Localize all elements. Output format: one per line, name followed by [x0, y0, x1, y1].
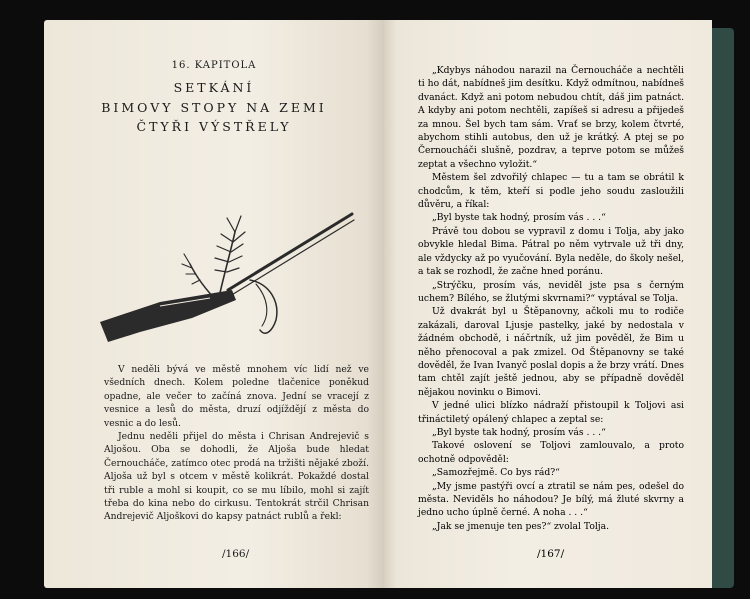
paragraph: „Byl byste tak hodný, prosím vás . . .“ — [432, 212, 606, 224]
paragraph: „Samozřejmě. Co bys rád?“ — [432, 467, 560, 479]
paragraph: V jedné ulici blízko nádraží přistoupil k Toljovi asi třináctiletý opálený chlapec a zeptal se: — [418, 400, 684, 425]
book-cover-edge — [712, 28, 734, 588]
paragraph: Městem šel zdvořilý chlapec — tu a tam se obrátil k chodcům, k těm, kteří si podle jeho soudu zasloužili důvěru, a říkal: — [418, 172, 684, 211]
paragraph: Jednu neděli přijel do města i Chrisan Andrejevič s Aljošou. Oba se dohodli, že Aljoša bude hledat Černoucháče, zatímco otec prodá na tržišti nějaké zboží. Aljoša už byl s otcem v městě kolikrát. Pokaždé dostal tři ruble a mohl si koupit, co se mu líbilo, mohl si zajít třeba do kina nebo do cirkusu. Tentokrát strčil Chrisan Andrejevič Aljoškovi do kapsy patnáct rublů a řekl: — [104, 431, 369, 523]
open-book — [44, 20, 734, 588]
paragraph: „My jsme pastýři ovcí a ztratil se nám pes, odešel do města. Neviděls ho náhodou? Je bílý, má žluté skvrny a jedno ucho úplně černé. A noha . . .“ — [418, 480, 684, 519]
left-page — [44, 20, 384, 588]
paragraph: Právě tou dobou se vypravil z domu i Tolja, aby jako obvykle hledal Bima. Pátral po něm vytrvale už tři dny, ale vždycky až po vyučování. Byla neděle, do školy nešel, a tak se rozhodl, že začne hned poránu. — [418, 225, 684, 278]
chapter-heading: 16. KAPITOLA — [171, 60, 257, 71]
chapter-title-line-2: BIMOVY STOPY NA ZEMI — [101, 100, 327, 115]
chapter-title-line-3: ČTYŘI VÝSTŘELY — [136, 119, 292, 134]
right-page-body — [418, 64, 684, 533]
rifle-illustration — [100, 202, 364, 352]
paragraph: „Byl byste tak hodný, prosím vás . . .“ — [432, 426, 606, 438]
paragraph: „Strýčku, prosím vás, neviděl jste psa s černým uchem? Bílého, se žlutými skvrnami?“ vyptával se Tolja. — [418, 279, 684, 304]
paragraph: „Jak se jmenuje ten pes?“ zvolal Tolja. — [432, 520, 610, 532]
page-number-left: /166/ — [222, 548, 250, 560]
chapter-title-line-1: SETKÁNÍ — [173, 80, 255, 95]
paragraph: Už dvakrát byl u Štěpanovny, ačkoli mu to rodiče zakázali, daroval Ljusje pastelky, jaké by nedostala v žádném obchodě, i náčrtník, už jim pověděl, že Bim u něho přenocoval a pak zmizel. Od Štěpanovny se také dověděl, že Ivan Ivanyč poslal dopis a že brzy vrátí. Dnes tam chtěl zajít ještě jednou, aby se případně dověděl nějakou novinku o Bimovi. — [418, 306, 684, 398]
left-page-body — [104, 363, 369, 524]
paragraph: Takové oslovení se Toljovi zamlouvalo, a proto ochotně odpověděl: — [418, 440, 684, 465]
page-number-right: /167/ — [537, 548, 565, 560]
paragraph: „Kdybys náhodou narazil na Černoucháče a nechtěli ti ho dát, nabídneš jim desítku. Když odmítnou, nabídneš dvanáct. Když ani potom nebudou chtít, dáš jim patnáct. A kdyby ani potom nechtěli, zapíšeš si adresu a přijedeš za mnou. Šel bych tam sám. Vrať se brzy, kolem čtvrté, abychom stihli autobus, den už je krátký. A ptej se po Černoucháči slušně, pozdrav, a teprve potom se můžeš zeptat a všechno vyložit.“ — [418, 65, 684, 170]
paragraph: V neděli bývá ve městě mnohem víc lidí než ve všedních dnech. Kolem poledne tlačenice poněkud opadne, ale večer to začíná znova. Jední se vracejí z vesnice a lesů do města, druzí odjíždějí z města do vesnic a do lesů. — [104, 364, 369, 429]
